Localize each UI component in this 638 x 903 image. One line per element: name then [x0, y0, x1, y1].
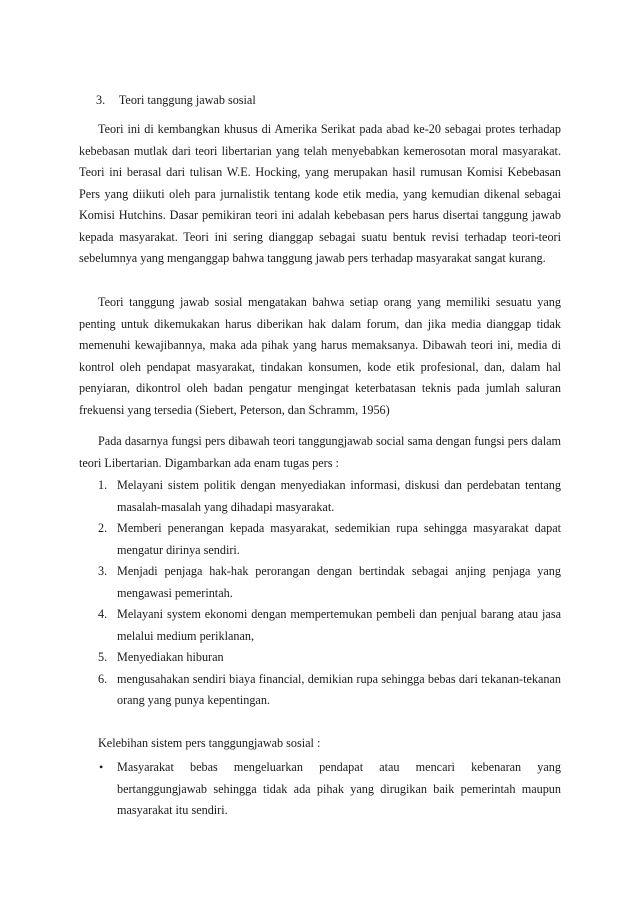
- paragraph-3: Pada dasarnya fungsi pers dibawah teori tanggungjawab social sama dengan fungsi pers dalam teori Libertarian. Digambarkan ada enam tugas pers :: [79, 434, 561, 470]
- list-item: [79, 647, 561, 669]
- list-item: [79, 518, 561, 561]
- list-item-text: Memberi penerangan kepada masyarakat, sedemikian rupa sehingga masyarakat dapat mengatur dirinya sendiri.: [117, 521, 561, 557]
- list-item: [79, 757, 561, 822]
- section-heading: [96, 90, 256, 110]
- list-item-text: Menjadi penjaga hak-hak perorangan dengan bertindak sebagai anjing penjaga yang mengawasi pemerintah.: [117, 564, 561, 600]
- list-item-number: 4.: [98, 607, 108, 621]
- paragraph-2: Teori tanggung jawab sosial mengatakan bahwa setiap orang yang memiliki sesuatu yang penting untuk dikemukakan harus diberikan hak dalam forum, dan jika media dianggap tidak memenuhi kewajibannya, maka ada pihak yang harus memaksanya. Dibawah teori ini, media di kontrol oleh pendapat masyarakat, tindakan konsumen, kode etik profesional, dan, dalam hal penyiaran, dikontrol oleh badan pengatur mengingat keterbatasan teknis pada jumlah saluran frekuensi yang tersedia (Siebert, Peterson, dan Schramm, 1956): [79, 295, 561, 417]
- list-item-text: Menyediakan hiburan: [117, 650, 224, 664]
- list-item: [79, 475, 561, 518]
- paragraph-1: Teori ini di kembangkan khusus di Amerika Serikat pada abad ke-20 sebagai protes terhadap kebebasan mutlak dari teori libertarian yang telah menyebabkan kemerosotan moral masyarakat. Teori ini berasal dari tulisan W.E. Hocking, yang merupakan hasil rumusan Komisi Kebebasan Pers yang diikuti oleh para jurnalistik tentang kode etik media, yang kemudian dikenal sebagai Komisi Hutchins. Dasar pemikiran teori ini adalah kebebasan pers harus disertai tanggung jawab kepada masyarakat. Teori ini sering dianggap sebagai suatu bentuk revisi terhadap teori-teori sebelumnya yang menganggap bahwa tanggung jawab pers terhadap masyarakat sangat kurang.: [79, 122, 561, 265]
- section-number: 3.: [96, 93, 106, 107]
- section-title: Teori tanggung jawab sosial: [118, 93, 256, 107]
- list-item-number: 3.: [98, 564, 108, 578]
- list-item-text: Melayani system ekonomi dengan mempertemukan pembeli dan penjual barang atau jasa melalui medium periklanan,: [117, 607, 561, 643]
- list-item-number: 1.: [98, 478, 108, 492]
- tasks-list: [79, 475, 561, 712]
- list-item-text: mengusahakan sendiri biaya financial, demikian rupa sehingga bebas dari tekanan-tekanan orang yang punya kepentingan.: [117, 671, 561, 707]
- list-item: [79, 669, 561, 712]
- bullet-icon: •: [99, 760, 104, 774]
- list-item: [79, 561, 561, 604]
- list-item-text: Masyarakat bebas mengeluarkan pendapat atau mencari kebenaran yang bertanggungjawab sehingga tidak ada pihak yang dirugikan baik pemerintah maupun masyarakat itu sendiri.: [117, 760, 561, 817]
- list-item-number: 5.: [98, 650, 108, 664]
- list-item-number: 6.: [98, 671, 108, 686]
- kelebihan-heading: Kelebihan sistem pers tanggungjawab sosial :: [98, 736, 321, 750]
- list-item-number: 2.: [98, 521, 108, 535]
- kelebihan-list: [79, 757, 561, 822]
- list-item: [79, 604, 561, 647]
- list-item-text: Melayani sistem politik dengan menyediakan informasi, diskusi dan perdebatan tentang masalah-masalah yang dihadapi masyarakat.: [117, 478, 561, 514]
